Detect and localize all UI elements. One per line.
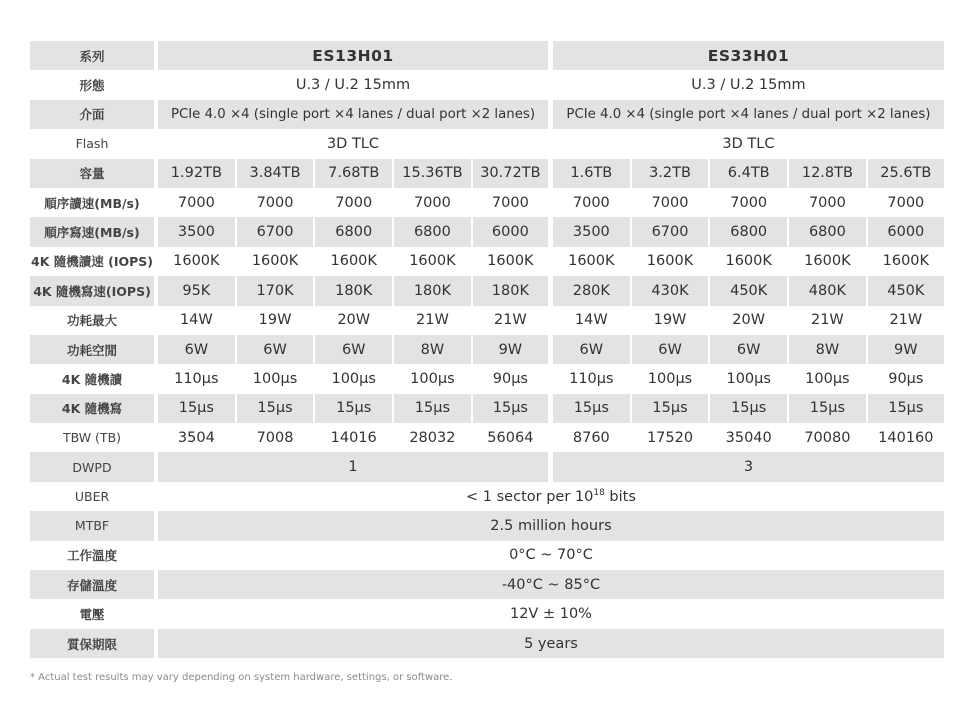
cell-value: 9W — [868, 335, 946, 364]
cell-value: 15μs — [473, 394, 553, 423]
cell-value: 100μs — [632, 364, 711, 393]
cell-value: 17520 — [632, 423, 711, 452]
cell-value: 15μs — [315, 394, 394, 423]
cell-value: 3.2TB — [632, 159, 711, 188]
cell-value: 25.6TB — [868, 159, 946, 188]
cell-value: 15μs — [237, 394, 316, 423]
cell-value: U.3 / U.2 15mm — [158, 70, 553, 99]
cell-value: 6W — [158, 335, 237, 364]
cell-value: 7000 — [789, 188, 868, 217]
cell-value: 15μs — [394, 394, 473, 423]
cell-value: 15μs — [789, 394, 868, 423]
cell-value: 1600K — [789, 247, 868, 276]
cell-value: 35040 — [710, 423, 789, 452]
row-label: 4K 隨機讀 — [30, 364, 158, 393]
cell-value: 6.4TB — [710, 159, 789, 188]
row-form-factor — [30, 70, 946, 99]
cell-value: 3 — [553, 452, 946, 481]
uber-exponent: 18 — [593, 488, 605, 499]
row-rand-read — [30, 247, 946, 276]
cell-value: 6700 — [237, 217, 316, 246]
cell-value: 6800 — [789, 217, 868, 246]
cell-value: 28032 — [394, 423, 473, 452]
model-name-es33h01: ES33H01 — [553, 41, 946, 70]
row-label: 電壓 — [30, 599, 158, 628]
cell-value: 480K — [789, 276, 868, 305]
row-warranty — [30, 629, 946, 658]
cell-value: 12V ± 10% — [158, 599, 946, 628]
cell-value: 15μs — [553, 394, 632, 423]
row-label: 功耗空閒 — [30, 335, 158, 364]
cell-value: 1600K — [632, 247, 711, 276]
cell-value: 450K — [868, 276, 946, 305]
cell-value: 15μs — [632, 394, 711, 423]
cell-value: 6800 — [315, 217, 394, 246]
row-label: MTBF — [30, 511, 158, 540]
cell-value: 430K — [632, 276, 711, 305]
cell-value: 7000 — [473, 188, 553, 217]
row-label: TBW (TB) — [30, 423, 158, 452]
cell-value: 70080 — [789, 423, 868, 452]
cell-value: 21W — [473, 306, 553, 335]
cell-value: 6000 — [868, 217, 946, 246]
cell-value: 110μs — [553, 364, 632, 393]
cell-value: 7000 — [394, 188, 473, 217]
model-name-es13h01: ES13H01 — [158, 41, 553, 70]
row-label: DWPD — [30, 452, 158, 481]
row-label: 順序寫速(MB/s) — [30, 217, 158, 246]
cell-value: 1.6TB — [553, 159, 632, 188]
header-row — [30, 41, 946, 70]
row-label: 介面 — [30, 100, 158, 129]
cell-value: 15μs — [158, 394, 237, 423]
cell-value: 6800 — [710, 217, 789, 246]
cell-value: 14016 — [315, 423, 394, 452]
cell-value: 100μs — [394, 364, 473, 393]
cell-value: 6W — [315, 335, 394, 364]
cell-value: 7000 — [553, 188, 632, 217]
row-interface — [30, 100, 946, 129]
row-label: 質保期限 — [30, 629, 158, 658]
cell-value: 8760 — [553, 423, 632, 452]
cell-value: 8W — [789, 335, 868, 364]
cell-value: 7000 — [710, 188, 789, 217]
cell-value: 170K — [237, 276, 316, 305]
row-power-idle — [30, 335, 946, 364]
cell-value: 1600K — [394, 247, 473, 276]
cell-value: 1 — [158, 452, 553, 481]
cell-value: 1.92TB — [158, 159, 237, 188]
cell-value: 450K — [710, 276, 789, 305]
row-label: 4K 隨機讀速 (IOPS) — [30, 247, 158, 276]
cell-value: 3500 — [158, 217, 237, 246]
cell-value: 7.68TB — [315, 159, 394, 188]
row-label: 形態 — [30, 70, 158, 99]
cell-value: 19W — [632, 306, 711, 335]
cell-value: 6W — [710, 335, 789, 364]
row-capacity — [30, 159, 946, 188]
row-flash — [30, 129, 946, 158]
cell-value: 3D TLC — [553, 129, 946, 158]
cell-value: 21W — [868, 306, 946, 335]
cell-value: 7000 — [158, 188, 237, 217]
cell-value: 56064 — [473, 423, 553, 452]
cell-value: 7000 — [632, 188, 711, 217]
row-label: 存儲溫度 — [30, 570, 158, 599]
cell-value: 14W — [553, 306, 632, 335]
row-label: Flash — [30, 129, 158, 158]
cell-value: 3.84TB — [237, 159, 316, 188]
cell-value: 100μs — [789, 364, 868, 393]
cell-value: 8W — [394, 335, 473, 364]
row-seq-read — [30, 188, 946, 217]
cell-value: 6W — [237, 335, 316, 364]
cell-value: 3504 — [158, 423, 237, 452]
cell-value: 15.36TB — [394, 159, 473, 188]
cell-value: 20W — [315, 306, 394, 335]
cell-value: 20W — [710, 306, 789, 335]
cell-value: 30.72TB — [473, 159, 553, 188]
cell-value: 6800 — [394, 217, 473, 246]
row-mtbf — [30, 511, 946, 540]
uber-suffix: bits — [604, 489, 636, 506]
cell-value: 1600K — [158, 247, 237, 276]
cell-value: 9W — [473, 335, 553, 364]
row-label: 工作溫度 — [30, 541, 158, 570]
row-label: 順序讀速(MB/s) — [30, 188, 158, 217]
cell-value — [158, 482, 946, 511]
cell-value: 1600K — [868, 247, 946, 276]
cell-value: 1600K — [315, 247, 394, 276]
row-label: 容量 — [30, 159, 158, 188]
row-label: 4K 隨機寫 — [30, 394, 158, 423]
cell-value: 180K — [394, 276, 473, 305]
cell-value: 7000 — [868, 188, 946, 217]
cell-value: 100μs — [237, 364, 316, 393]
cell-value: 90μs — [473, 364, 553, 393]
row-label: UBER — [30, 482, 158, 511]
uber-prefix: < 1 sector per 10 — [466, 489, 594, 506]
row-op-temp — [30, 541, 946, 570]
cell-value: -40°C ~ 85°C — [158, 570, 946, 599]
cell-value: 6W — [632, 335, 711, 364]
row-seq-write — [30, 217, 946, 246]
cell-value: 140160 — [868, 423, 946, 452]
cell-value: 0°C ~ 70°C — [158, 541, 946, 570]
cell-value: 1600K — [237, 247, 316, 276]
cell-value: 21W — [394, 306, 473, 335]
cell-value: PCIe 4.0 ×4 (single port ×4 lanes / dual port ×2 lanes) — [158, 100, 553, 129]
cell-value: 180K — [473, 276, 553, 305]
cell-value: 7000 — [315, 188, 394, 217]
cell-value: 15μs — [710, 394, 789, 423]
cell-value: 100μs — [315, 364, 394, 393]
cell-value: 5 years — [158, 629, 946, 658]
row-power-max — [30, 306, 946, 335]
spec-table — [30, 41, 946, 658]
row-latency-write — [30, 394, 946, 423]
cell-value: 95K — [158, 276, 237, 305]
cell-value: 180K — [315, 276, 394, 305]
cell-value: 12.8TB — [789, 159, 868, 188]
row-rand-write — [30, 276, 946, 305]
cell-value: 3500 — [553, 217, 632, 246]
cell-value: 2.5 million hours — [158, 511, 946, 540]
row-latency-read — [30, 364, 946, 393]
cell-value: 21W — [789, 306, 868, 335]
row-dwpd — [30, 452, 946, 481]
cell-value: 6700 — [632, 217, 711, 246]
cell-value: 6W — [553, 335, 632, 364]
cell-value: 90μs — [868, 364, 946, 393]
cell-value: 7000 — [237, 188, 316, 217]
row-storage-temp — [30, 570, 946, 599]
cell-value: PCIe 4.0 ×4 (single port ×4 lanes / dual port ×2 lanes) — [553, 100, 946, 129]
cell-value: 7008 — [237, 423, 316, 452]
row-label: 系列 — [30, 41, 158, 70]
cell-value: 14W — [158, 306, 237, 335]
cell-value: 110μs — [158, 364, 237, 393]
row-label: 4K 隨機寫速(IOPS) — [30, 276, 158, 305]
cell-value: 19W — [237, 306, 316, 335]
row-label: 功耗最大 — [30, 306, 158, 335]
cell-value: 6000 — [473, 217, 553, 246]
cell-value: 1600K — [553, 247, 632, 276]
cell-value: 3D TLC — [158, 129, 553, 158]
row-uber — [30, 482, 946, 511]
cell-value: 280K — [553, 276, 632, 305]
row-voltage — [30, 599, 946, 628]
cell-value: 100μs — [710, 364, 789, 393]
cell-value: 1600K — [473, 247, 553, 276]
footnote: * Actual test results may vary depending on system hardware, settings, or software. — [30, 672, 453, 683]
cell-value: U.3 / U.2 15mm — [553, 70, 946, 99]
cell-value: 15μs — [868, 394, 946, 423]
row-tbw — [30, 423, 946, 452]
cell-value: 1600K — [710, 247, 789, 276]
